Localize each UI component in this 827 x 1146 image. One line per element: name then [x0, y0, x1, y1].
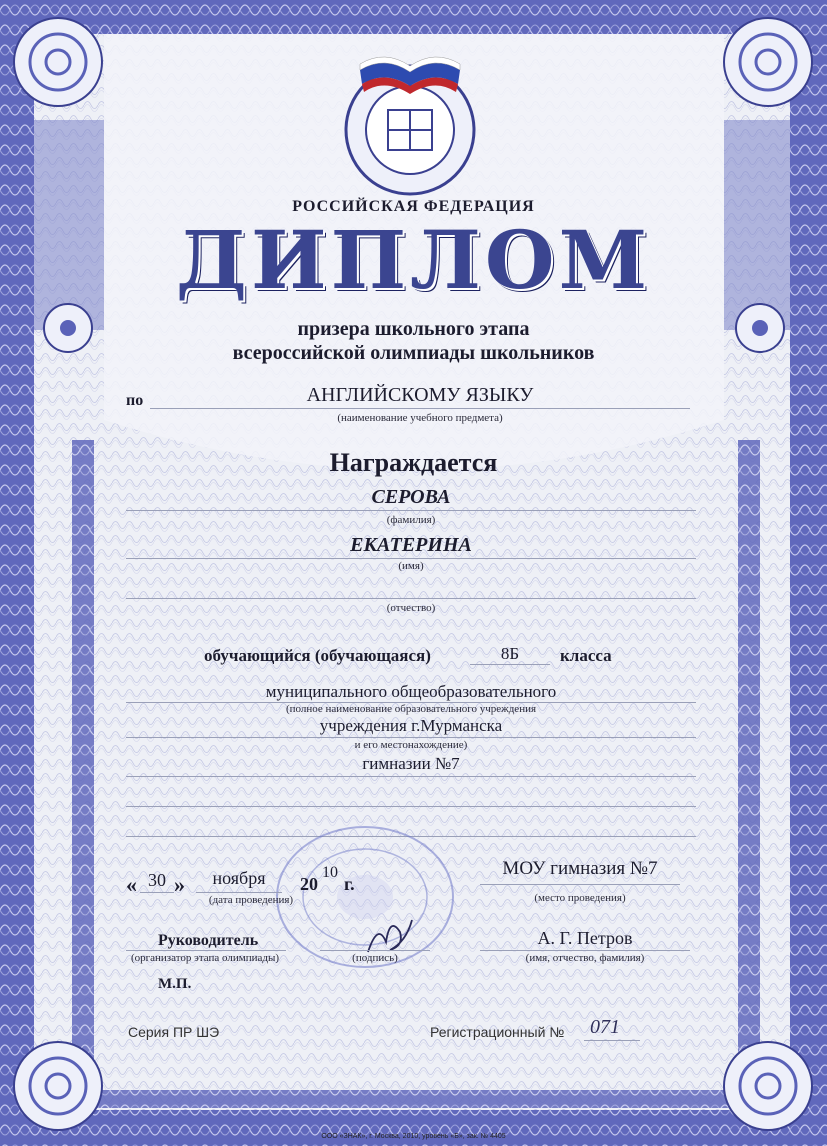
- diploma-title: ДИПЛОМ: [175, 213, 652, 307]
- surname-line: [126, 510, 696, 511]
- diploma-subtitle-1: призера школьного этапа: [297, 318, 530, 340]
- grade-value: 8Б: [500, 644, 520, 663]
- signatory-hint: (имя, отчество, фамилия): [525, 952, 645, 964]
- school-rule-2: [126, 737, 696, 738]
- surname-hint: (фамилия): [386, 514, 436, 526]
- first-name-line: [126, 558, 696, 559]
- date-hint: (дата проведения): [208, 894, 294, 906]
- printer-imprint: ООО «ЗНАК», г. Москва, 2010, уровень «Б», зак. № 4405: [321, 1133, 506, 1140]
- venue-hint: (место проведения): [534, 892, 626, 904]
- school-hint-2: и его местонахождение): [354, 739, 468, 751]
- signatory-line: [480, 950, 690, 951]
- date-year-suffix: 10: [322, 864, 338, 881]
- registration-number: 071: [590, 1016, 620, 1038]
- signature-line: [320, 950, 430, 951]
- venue-value: МОУ гимназия №7: [502, 858, 658, 879]
- head-line: [126, 950, 286, 951]
- venue-line: [480, 884, 680, 885]
- date-day-line: [140, 892, 174, 893]
- subject-hint: (наименование учебного предмета): [337, 412, 503, 424]
- subject-value: АНГЛИЙСКОМУ ЯЗЫКУ: [306, 384, 534, 406]
- award-heading: Награждается: [329, 448, 498, 477]
- patronymic-line: [126, 598, 696, 599]
- date-close-quote: »: [174, 872, 185, 897]
- patronymic-hint: (отчество): [386, 602, 436, 614]
- school-line-3: гимназии №7: [362, 754, 460, 773]
- country-name: РОССИЙСКАЯ ФЕДЕРАЦИЯ: [292, 198, 535, 215]
- date-year-prefix: 20: [300, 874, 318, 894]
- school-rule-4: [126, 806, 696, 807]
- grade-suffix: класса: [560, 646, 612, 665]
- signatory-name: А. Г. Петров: [537, 928, 633, 948]
- date-month-line: [196, 892, 282, 893]
- student-label: обучающийся (обучающаяся): [204, 646, 431, 665]
- head-hint: (организатор этапа олимпиады): [130, 952, 280, 964]
- school-line-2: учреждения г.Мурманска: [319, 716, 503, 735]
- registration-line: [584, 1040, 640, 1041]
- olympiad-emblem: [330, 40, 490, 200]
- signature-hint: (подпись): [352, 952, 398, 964]
- school-hint-1: (полное наименование образовательного учреждения: [285, 703, 537, 715]
- series-label: Серия ПР ШЭ: [128, 1024, 220, 1040]
- first-name-hint: (имя): [398, 560, 424, 572]
- diploma-subtitle-2: всероссийской олимпиады школьников: [232, 342, 595, 364]
- grade-line: [470, 664, 550, 665]
- subject-line: [150, 408, 690, 409]
- school-line-1: муниципального общеобразовательного: [265, 682, 557, 701]
- date-year-end: г.: [344, 874, 355, 894]
- date-day: 30: [148, 870, 166, 890]
- first-name-value: ЕКАТЕРИНА: [350, 534, 472, 556]
- surname-value: СЕРОВА: [371, 486, 451, 508]
- date-open-quote: «: [126, 872, 137, 897]
- date-month: ноября: [212, 868, 266, 888]
- school-rule-3: [126, 776, 696, 777]
- subject-prefix: по: [126, 392, 144, 409]
- registration-label: Регистрационный №: [430, 1024, 565, 1040]
- head-label: Руководитель: [158, 932, 259, 949]
- stamp-place-label: М.П.: [158, 976, 192, 992]
